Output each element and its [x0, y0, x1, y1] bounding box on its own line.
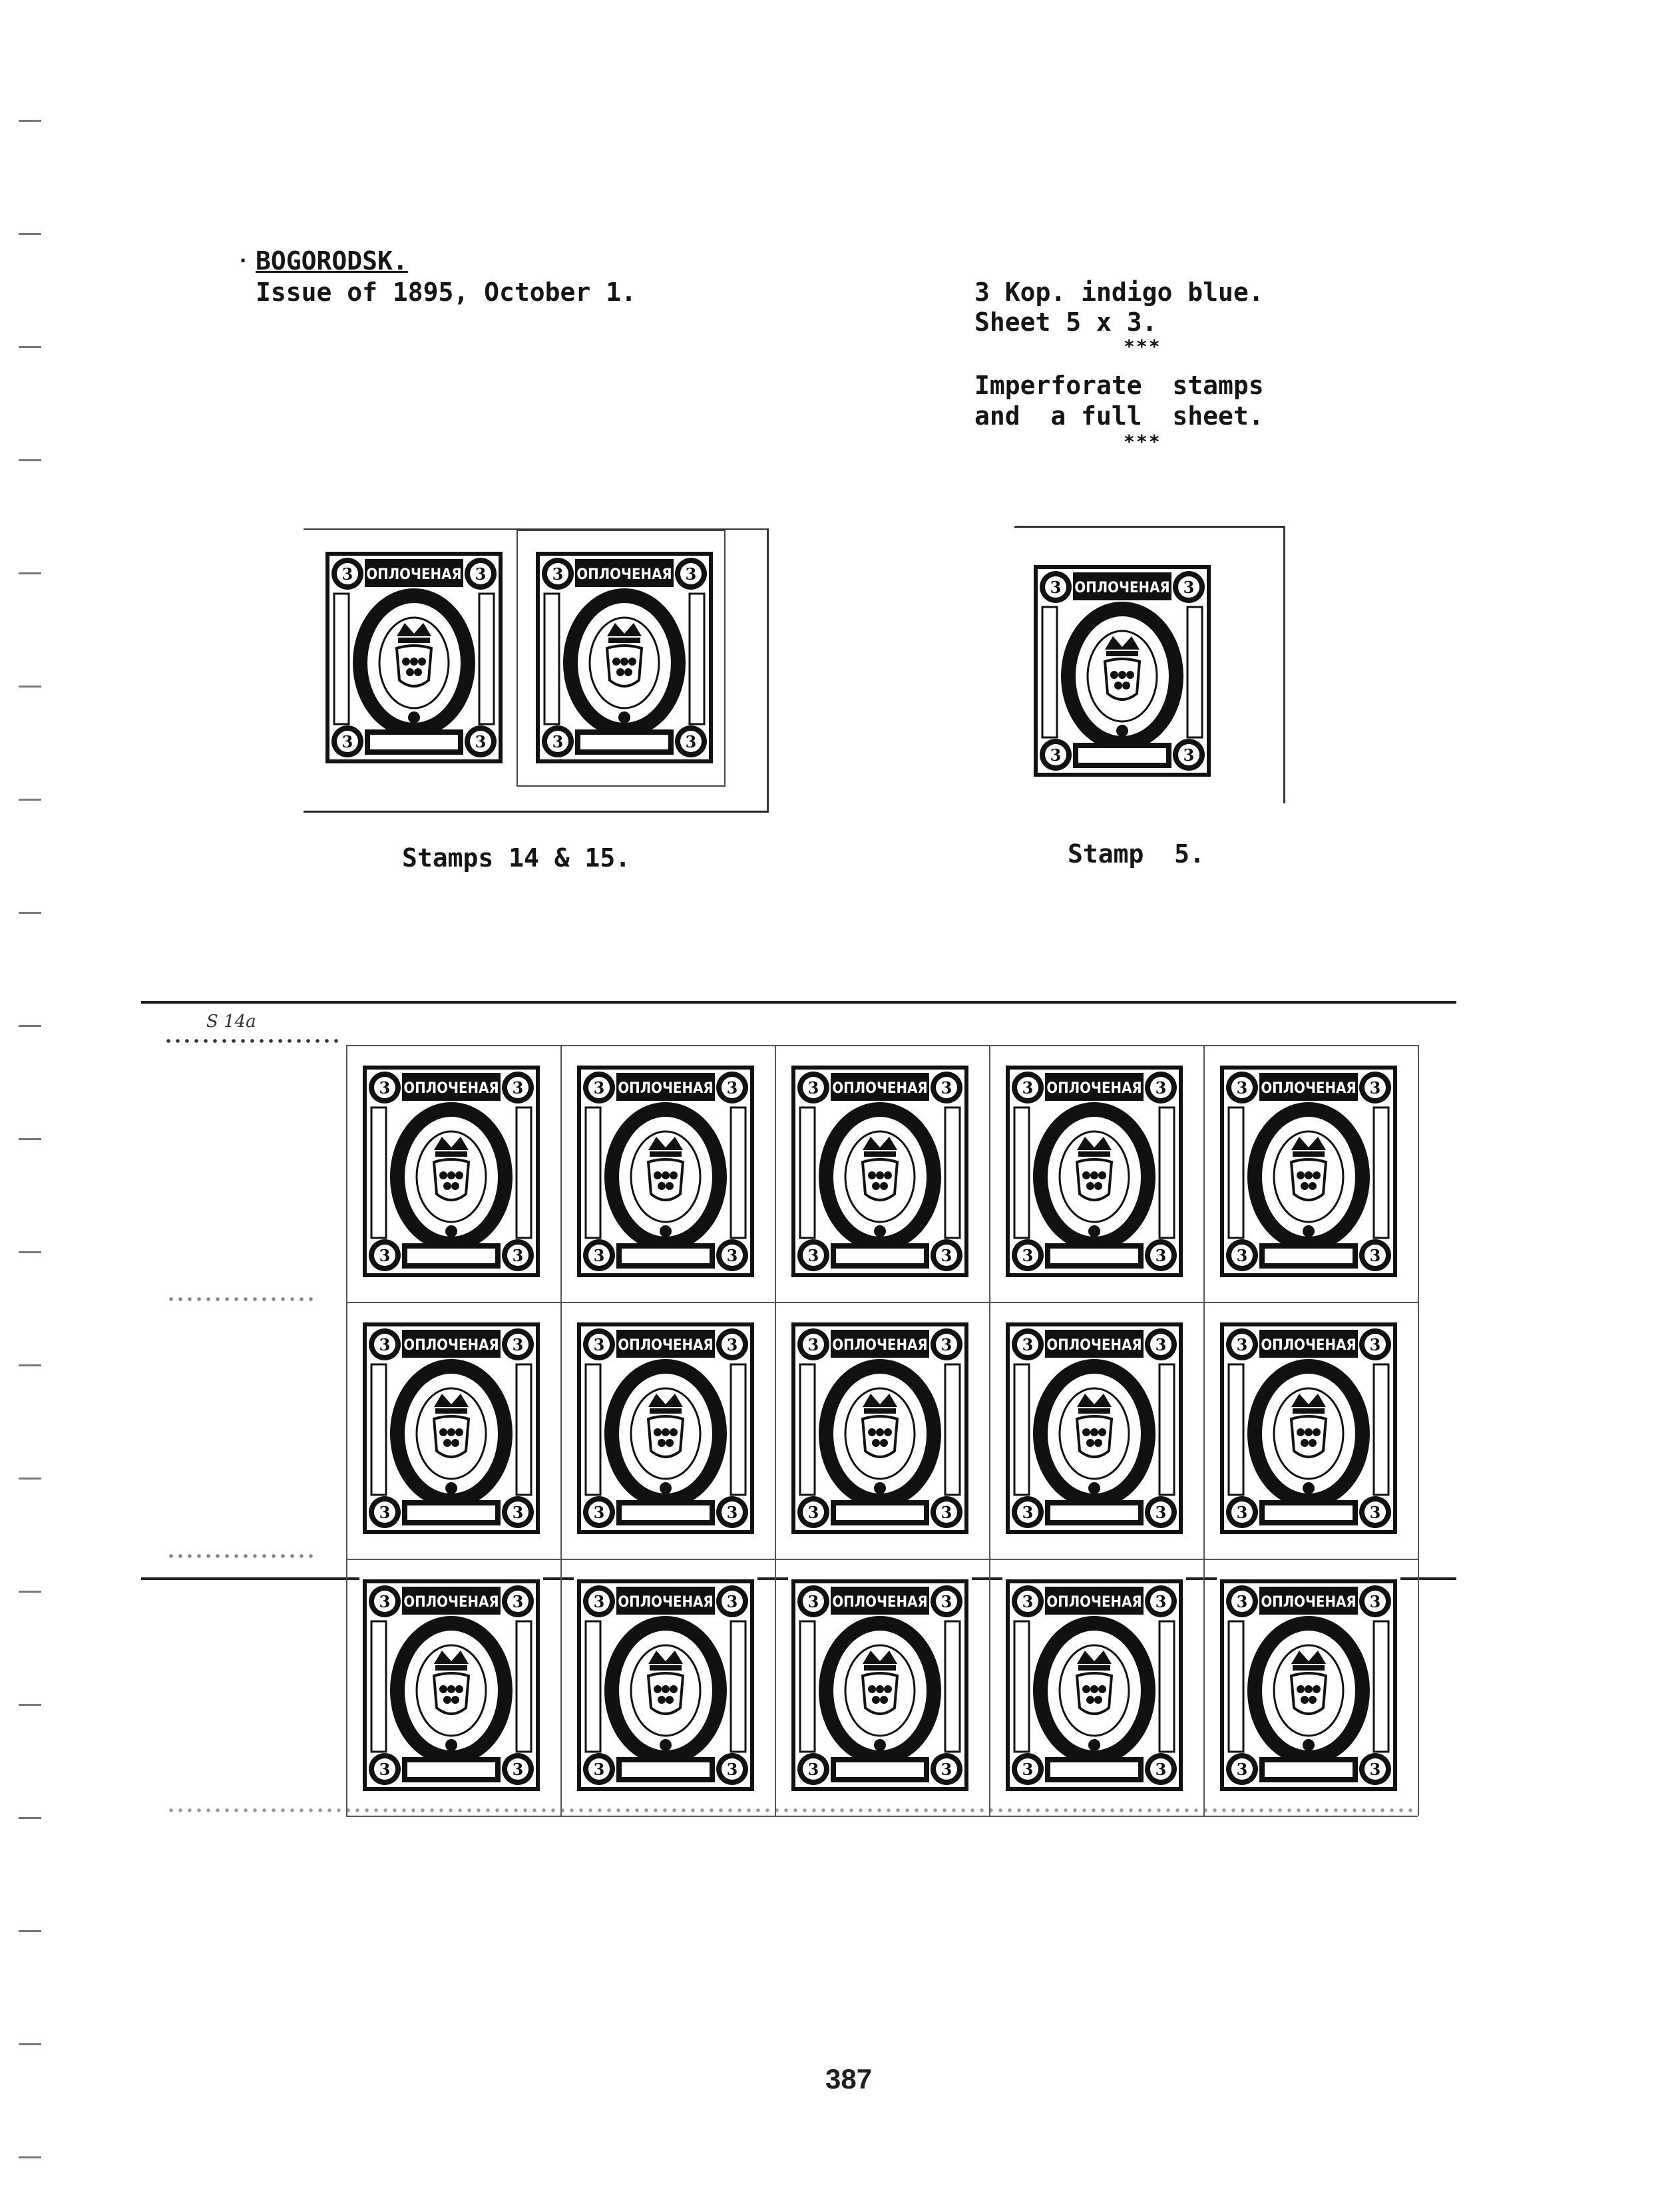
margin-mark [19, 799, 41, 801]
sheet-stamp [1217, 1064, 1400, 1282]
sheet-cut-line [1203, 1045, 1205, 1816]
sheet-stamp [574, 1320, 757, 1539]
stamp-design-icon [1217, 1320, 1400, 1539]
sheet-cut-line [346, 1045, 347, 1816]
sheet-stamp [1002, 1577, 1186, 1796]
sheet-stamp [359, 1320, 543, 1539]
sheet-stamp [359, 1064, 543, 1282]
margin-mark [19, 1138, 41, 1140]
margin-mark [19, 346, 41, 348]
stamp-design-icon [788, 1320, 972, 1539]
margin-mark [19, 1817, 41, 1819]
sheet-stamp [1002, 1064, 1186, 1282]
divider-stars: *** [1124, 431, 1161, 453]
margin-mark [19, 1930, 41, 1932]
stamp-design-icon [532, 550, 716, 768]
sheet-stamp [574, 1577, 757, 1796]
value-description: 3 Kop. indigo blue. [974, 278, 1264, 307]
margin-mark [19, 1591, 41, 1593]
binder-margin [0, 0, 53, 2191]
full-sheet-note: and a full sheet. [974, 401, 1264, 431]
stamp-design-icon [1002, 1320, 1186, 1539]
perforation-row [166, 1808, 1418, 1813]
bullet-dot: · [237, 250, 250, 273]
sheet-stamp [788, 1064, 972, 1282]
sheet-stamp [788, 1320, 972, 1539]
stamp-design-icon [1217, 1577, 1400, 1796]
stamp-design-icon [1002, 1064, 1186, 1282]
sheet-cut-line [775, 1045, 776, 1816]
margin-mark [19, 1025, 41, 1027]
margin-mark [19, 1364, 41, 1366]
sheet-stamp [1002, 1320, 1186, 1539]
stamp-design-icon [1030, 563, 1214, 781]
page-number: 387 [825, 2063, 873, 2094]
perforation-row [164, 1038, 343, 1044]
margin-mark [19, 1478, 41, 1480]
margin-mark [19, 1251, 41, 1253]
stamp-design-icon [574, 1320, 757, 1539]
stamp-design-icon [574, 1577, 757, 1796]
margin-mark [19, 2156, 41, 2158]
sheet-cut-line [346, 1302, 1418, 1303]
page-title: BOGORODSK. [256, 246, 408, 276]
sheet-format: Sheet 5 x 3. [974, 307, 1157, 337]
stamp-design-icon [788, 1577, 972, 1796]
issue-date: Issue of 1895, October 1. [256, 278, 636, 307]
stamp-15 [532, 550, 716, 768]
sheet-stamp [788, 1577, 972, 1796]
sheet-cut-line [346, 1559, 1418, 1560]
margin-mark [19, 120, 41, 122]
perforation-row [166, 1553, 313, 1559]
sheet-cut-line [346, 1045, 1418, 1046]
margin-mark [19, 233, 41, 235]
stamp-design-icon [359, 1577, 543, 1796]
sheet-cut-line [989, 1045, 990, 1816]
sheet-annotation: S 14a [206, 1012, 256, 1032]
margin-mark [19, 912, 41, 914]
stamp-design-icon [1217, 1064, 1400, 1282]
stamp-design-icon [574, 1064, 757, 1282]
sheet-cut-line [1418, 1045, 1419, 1816]
imperforate-note: Imperforate stamps [974, 371, 1264, 400]
stamp-design-icon [1002, 1577, 1186, 1796]
single-caption: Stamp 5. [1068, 839, 1205, 869]
sheet-cut-line [346, 1816, 1418, 1817]
divider-stars: *** [1124, 335, 1161, 357]
margin-mark [19, 686, 41, 688]
perforation-row [166, 1296, 313, 1302]
sheet-stamp [359, 1577, 543, 1796]
stamp-design-icon [359, 1320, 543, 1539]
margin-mark [19, 2043, 41, 2045]
margin-mark [19, 459, 41, 461]
margin-mark [19, 1704, 41, 1706]
margin-mark [19, 572, 41, 574]
stamp-design-icon [359, 1064, 543, 1282]
pair-caption: Stamps 14 & 15. [402, 843, 631, 873]
sheet-stamp [1217, 1320, 1400, 1539]
sheet-cut-line [560, 1045, 562, 1816]
sheet-stamp [1217, 1577, 1400, 1796]
sheet-stamp [574, 1064, 757, 1282]
stamp-design-icon [322, 550, 506, 768]
stamp-14 [322, 550, 506, 768]
stamp-5 [1030, 563, 1214, 781]
stamp-design-icon [788, 1064, 972, 1282]
